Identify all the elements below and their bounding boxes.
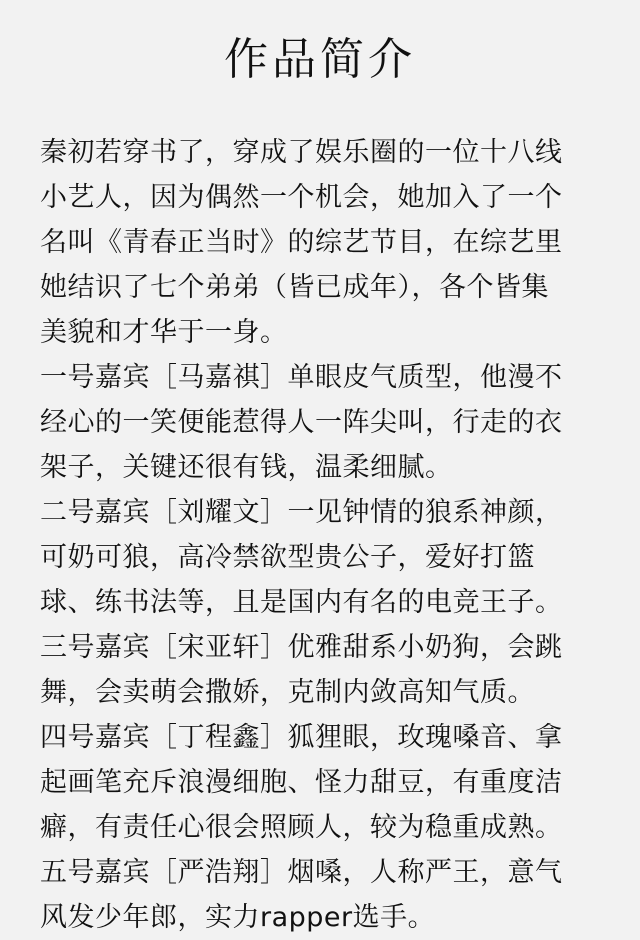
text-line: 她结识了七个弟弟（皆已成年），各个皆集 [40,272,549,303]
text-line: 秦初若穿书了，穿成了娱乐圈的一位十八线 [40,137,563,168]
synopsis-text [40,130,630,940]
text-line: 起画笔充斥浪漫细胞、怪力甜豆，有重度洁 [40,767,563,798]
text-line: 球、练书法等，且是国内有名的电竞王子。 [40,587,563,618]
text-line: 一号嘉宾［马嘉祺］单眼皮气质型，他漫不 [40,362,563,393]
page-title: 作品简介 [224,34,416,85]
text-line: 舞，会卖萌会撒娇，克制内敛高知气质。 [40,677,535,708]
text-line: 二号嘉宾［刘耀文］一见钟情的狼系神颜， [40,497,563,528]
text-line: 风发少年郎，实力rapper选手。 [40,902,436,933]
text-line: 四号嘉宾［丁程鑫］狐狸眼，玫瑰嗓音、拿 [40,722,563,753]
text-line: 美貌和才华于一身。 [40,317,288,348]
text-line: 癖，有责任心很会照顾人，较为稳重成熟。 [40,812,563,843]
text-line: 经心的一笑便能惹得人一阵尖叫，行走的衣 [40,407,563,438]
text-line: 架子，关键还很有钱，温柔细腻。 [40,452,453,483]
text-line: 可奶可狼，高冷禁欲型贵公子，爱好打篮 [40,542,535,573]
text-line: 小艺人，因为偶然一个机会，她加入了一个 [40,182,563,213]
text-line: 五号嘉宾［严浩翔］烟嗓，人称严王，意气 [40,857,563,888]
text-line: 三号嘉宾［宋亚轩］优雅甜系小奶狗，会跳 [40,632,563,663]
text-line: 名叫《青春正当时》的综艺节目，在综艺里 [40,227,563,258]
